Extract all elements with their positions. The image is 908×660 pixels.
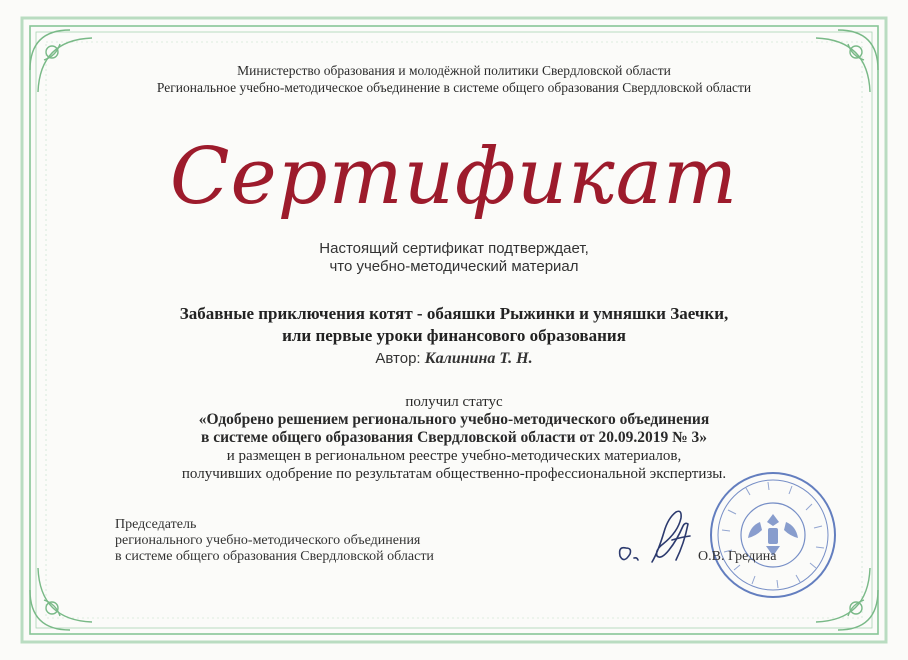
association-name: Региональное учебно-методическое объединение в системе общего образования Свердловской области: [156, 80, 752, 95]
confirmation-line-1: Настоящий сертификат подтверждает,: [319, 240, 589, 257]
chair-line-3: в системе общего образования Свердловской области: [115, 549, 434, 564]
author-line: [0, 350, 908, 368]
author-name: Калинина Т. Н.: [424, 350, 533, 367]
work-title-line-1: Забавные приключения котят - обаяшки Рыжинки и умняшки Заечки,: [179, 304, 729, 323]
confirmation-text: [0, 240, 908, 276]
issuer-header: [0, 62, 908, 96]
status-decision-2: в системе общего образования Свердловской области от 20.09.2019 № 3»: [200, 429, 708, 446]
status-placed-1: и размещен в региональном реестре учебно-методических материалов,: [226, 448, 682, 464]
status-placed-2: получивших одобрение по результатам общественно-профессиональной экспертизы.: [181, 466, 727, 482]
certificate-title: Сертификат: [169, 132, 739, 222]
work-title: [0, 303, 908, 347]
official-round-seal: [708, 470, 838, 600]
status-decision-1: «Одобрено решением регионального учебно-методического объединения: [198, 411, 710, 428]
author-label: Автор:: [375, 350, 421, 367]
chair-title: [115, 517, 434, 565]
ministry-name: Министерство образования и молодёжной политики Свердловской области: [237, 63, 671, 78]
status-intro: получил статус: [405, 394, 503, 410]
work-title-line-2: или первые уроки финансового образования: [282, 326, 626, 345]
confirmation-line-2: что учебно-методический материал: [329, 258, 579, 275]
signer-name: О.В. Гредина: [698, 549, 777, 564]
chair-line-2: регионального учебно-методического объединения: [115, 533, 421, 548]
chair-line-1: Председатель: [115, 517, 197, 532]
signature-mark: [612, 500, 722, 580]
